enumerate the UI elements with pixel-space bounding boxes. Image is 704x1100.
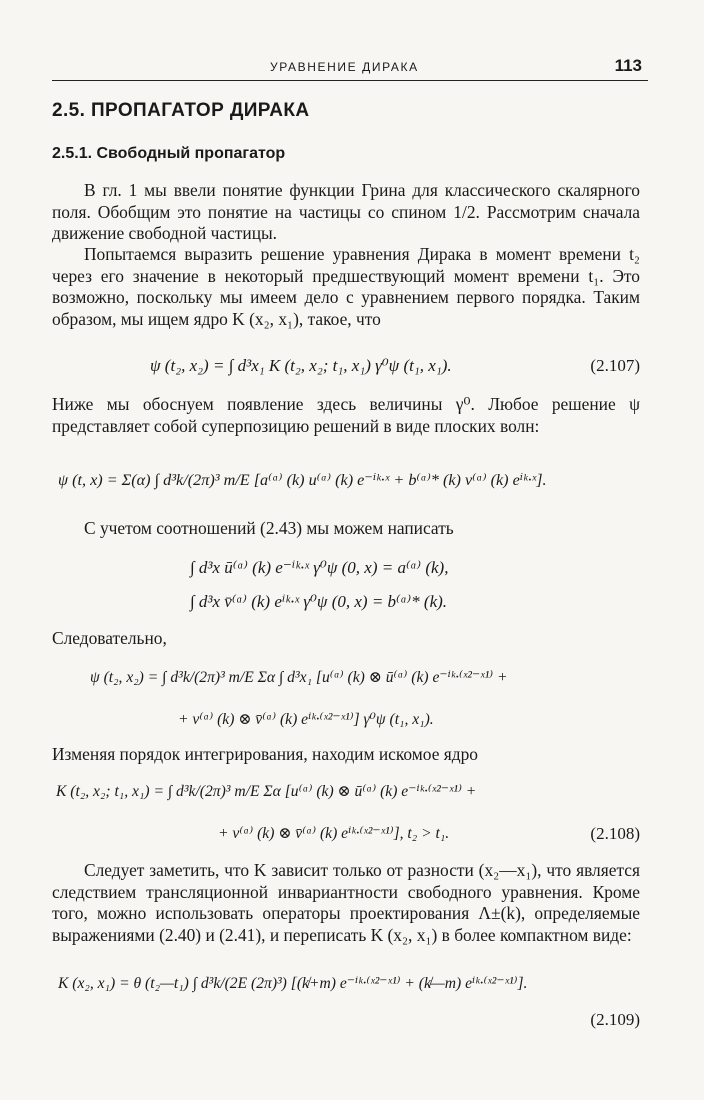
equation-number-2-109: (2.109) <box>590 1010 640 1029</box>
paragraph-change-order: Изменяя порядок интегрирования, находим искомое ядро <box>52 744 478 764</box>
paragraph-kernel: Попытаемся выразить решение уравнения Дирака в момент времени t₂ через его значение в некоторый предшествующий момент времени t₁. Это возможно, поскольку мы имеем дело с уравнением первого порядка. Таким образом, мы ищем ядро K (x₂, x₁), такое, что <box>52 244 640 329</box>
equation-substitution-line1: ψ (t₂, x₂) = ∫ d³k/(2π)³ m/E Σα ∫ d³x₁ [u⁽ᵅ⁾ (k) ⊗ ū⁽ᵅ⁾ (k) e⁻ⁱᵏ·⁽ˣ²⁻ˣ¹⁾ + <box>90 669 508 686</box>
paragraph-intro: В гл. 1 мы ввели понятие функции Грина для классического скалярного поля. Обобщим это понятие на частицы со спином 1/2. Рассмотрим сначала движение свободной частицы. <box>52 180 640 243</box>
paragraph-relations: С учетом соотношений (2.43) мы можем написать <box>84 518 454 538</box>
equation-2-109: K (x₂, x₁) = θ (t₂—t₁) ∫ d³k/(2E (2π)³) [(k̸+m) e⁻ⁱᵏ·⁽ˣ²⁻ˣ¹⁾ + (k̸—m) eⁱᵏ·⁽ˣ²⁻ˣ¹⁾]. <box>58 975 528 992</box>
equation-2-108-line1: K (t₂, x₂; t₁, x₁) = ∫ d³k/(2π)³ m/E Σα [u⁽ᵅ⁾ (k) ⊗ ū⁽ᵅ⁾ (k) e⁻ⁱᵏ·⁽ˣ²⁻ˣ¹⁾ + <box>56 783 477 800</box>
equation-2-107: ψ (t₂, x₂) = ∫ d³x₁ K (t₂, x₂; t₁, x₁) γ⁰ψ (t₁, x₁). <box>150 356 452 375</box>
equation-number-2-108: (2.108) <box>590 824 640 843</box>
paragraph-therefore: Следовательно, <box>52 628 167 648</box>
subsection-heading: 2.5.1. Свободный пропагатор <box>52 145 286 162</box>
equation-plane-wave-expansion: ψ (t, x) = Σ(α) ∫ d³k/(2π)³ m/E [a⁽ᵅ⁾ (k) u⁽ᵅ⁾ (k) e⁻ⁱᵏ·ˣ + b⁽ᵅ⁾* (k) v⁽ᵅ⁾ (k) eⁱᵏ·ˣ]. <box>58 471 547 489</box>
section-heading: 2.5. ПРОПАГАТОР ДИРАКА <box>52 100 310 121</box>
page-number: 113 <box>614 56 642 75</box>
equation-2-108-line2: + v⁽ᵅ⁾ (k) ⊗ v̄⁽ᵅ⁾ (k) eⁱᵏ·⁽ˣ²⁻ˣ¹⁾], t₂ > t₁. <box>218 825 450 842</box>
paragraph-translation-invariance: Следует заметить, что K зависит только от разности (x₂—x₁), что является следствием трансляционной инвариантности свободного уравнения. Кроме того, можно использовать операторы проектирования Λ±(k), определяемые выражениями (2.40) и (2.41), и переписать K (x₂, x₁) в более компактном виде: <box>52 860 640 945</box>
equation-substitution-line2: + v⁽ᵅ⁾ (k) ⊗ v̄⁽ᵅ⁾ (k) eⁱᵏ·⁽ˣ²⁻ˣ¹⁾] γ⁰ψ (t₁, x₁). <box>178 711 434 728</box>
equation-number-2-107: (2.107) <box>590 356 640 375</box>
equation-relation-a: ∫ d³x ū⁽ᵅ⁾ (k) e⁻ⁱᵏ·ˣ γ⁰ψ (0, x) = a⁽ᵅ⁾ (k), <box>190 558 449 577</box>
running-title: УРАВНЕНИЕ ДИРАКА <box>270 60 419 74</box>
running-header <box>52 56 648 81</box>
equation-relation-b: ∫ d³x v̄⁽ᵅ⁾ (k) eⁱᵏ·ˣ γ⁰ψ (0, x) = b⁽ᵅ⁾* (k). <box>190 592 448 611</box>
paragraph-gamma0: Ниже мы обоснуем появление здесь величины γ⁰. Любое решение ψ представляет собой суперпозицию решений в виде плоских волн: <box>52 394 640 436</box>
